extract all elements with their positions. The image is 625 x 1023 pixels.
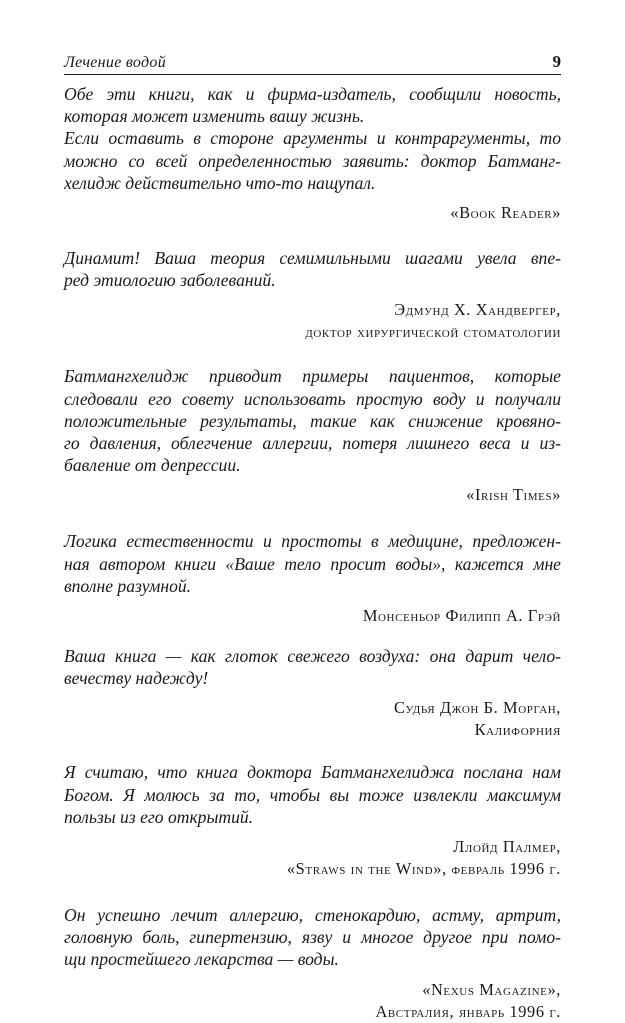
testimonial-grey (64, 530, 561, 627)
attribution-line: «Straws in the Wind», февраль 1996 г. (286, 859, 561, 879)
quote-line: бавление от депрессии. (64, 455, 241, 476)
quote-line: щи простейшего лекарства — воды. (64, 949, 339, 970)
attribution-line: «Nexus Magazine», (422, 979, 561, 999)
quote-line: пользы из его открытий. (64, 806, 254, 827)
quote-line: Динамит! Ваша теория семимильными шагами увела впе- (64, 248, 561, 269)
quote-line: головную боль, гипертензию, язву и многое другое при помо- (64, 927, 561, 948)
testimonial-nexus (64, 904, 561, 1023)
quote-line: ная автором книги «Ваше тело просит воды», кажется мне (64, 553, 561, 574)
quote-text (64, 530, 561, 597)
attribution (64, 836, 561, 880)
attribution-line: Ллойд Палмер, (453, 837, 561, 857)
attribution-line: Эдмунд Х. Хандвергер, (394, 300, 561, 320)
attribution (64, 484, 561, 506)
quote-text (64, 761, 561, 828)
testimonial-palmer (64, 761, 561, 880)
quote-line: которая может изменить вашу жизнь. (64, 106, 365, 127)
page-number: 9 (552, 52, 561, 71)
quote-line: вечеству надежду! (64, 668, 209, 689)
testimonials (64, 83, 561, 1023)
testimonial-book-reader (64, 83, 561, 224)
testimonial-morgan (64, 645, 561, 741)
attribution (64, 697, 561, 741)
quote-line: следовали его совету использовать простую воду и получали (64, 388, 561, 409)
quote-line: Ваша книга — как глоток свежего воздуха: она дарит чело- (64, 646, 561, 667)
quote-line: Логика естественности и простоты в медицине, предложен- (64, 531, 561, 552)
attribution (64, 202, 561, 224)
quote-line: Обе эти книги, как и фирма-издатель, сообщили новость, (64, 84, 561, 104)
quote-line: го давления, облегчение аллергии, потеря лишнего веса и из- (64, 433, 561, 454)
attribution-line: Австралия, январь 1996 г. (375, 1001, 561, 1021)
quote-line: можно со всей определенностью заявить: доктор Батманг- (64, 150, 561, 171)
running-header (64, 52, 561, 75)
attribution-line: «Book Reader» (450, 203, 561, 223)
quote-line: положительные результаты, такие как снижение кровяно- (64, 410, 561, 431)
quote-text (64, 365, 561, 476)
quote-line: ред этиологию заболеваний. (64, 270, 276, 291)
attribution-line: Калифорния (474, 720, 561, 740)
attribution-line: Монсеньор Филипп А. Грэй (362, 606, 561, 626)
testimonial-handverger (64, 247, 561, 343)
quote-text (64, 904, 561, 971)
quote-line: Я считаю, что книга доктора Батмангхелиджа послана нам (64, 762, 561, 783)
running-title: Лечение водой (64, 54, 167, 71)
quote-text (64, 83, 561, 194)
quote-line: Богом. Я молюсь за то, чтобы вы тоже извлекли максимум (64, 784, 561, 805)
quote-line: вполне разумной. (64, 575, 192, 596)
attribution-line: «Irish Times» (466, 485, 561, 505)
quote-line: Он успешно лечит аллергию, стенокардию, астму, артрит, (64, 905, 561, 926)
attribution-line: Судья Джон Б. Морган, (393, 698, 561, 718)
quote-text (64, 645, 561, 689)
quote-text (64, 247, 561, 291)
quote-line: хелидж действительно что-то нащупал. (64, 172, 376, 193)
attribution-line: доктор хирургической стоматологии (305, 322, 561, 342)
attribution (64, 299, 561, 343)
testimonial-irish-times (64, 365, 561, 506)
attribution (64, 605, 561, 627)
quote-line: Если оставить в стороне аргументы и контраргументы, то (64, 128, 561, 149)
quote-line: Батмангхелидж приводит примеры пациентов, которые (64, 366, 561, 387)
book-page (64, 52, 561, 1023)
